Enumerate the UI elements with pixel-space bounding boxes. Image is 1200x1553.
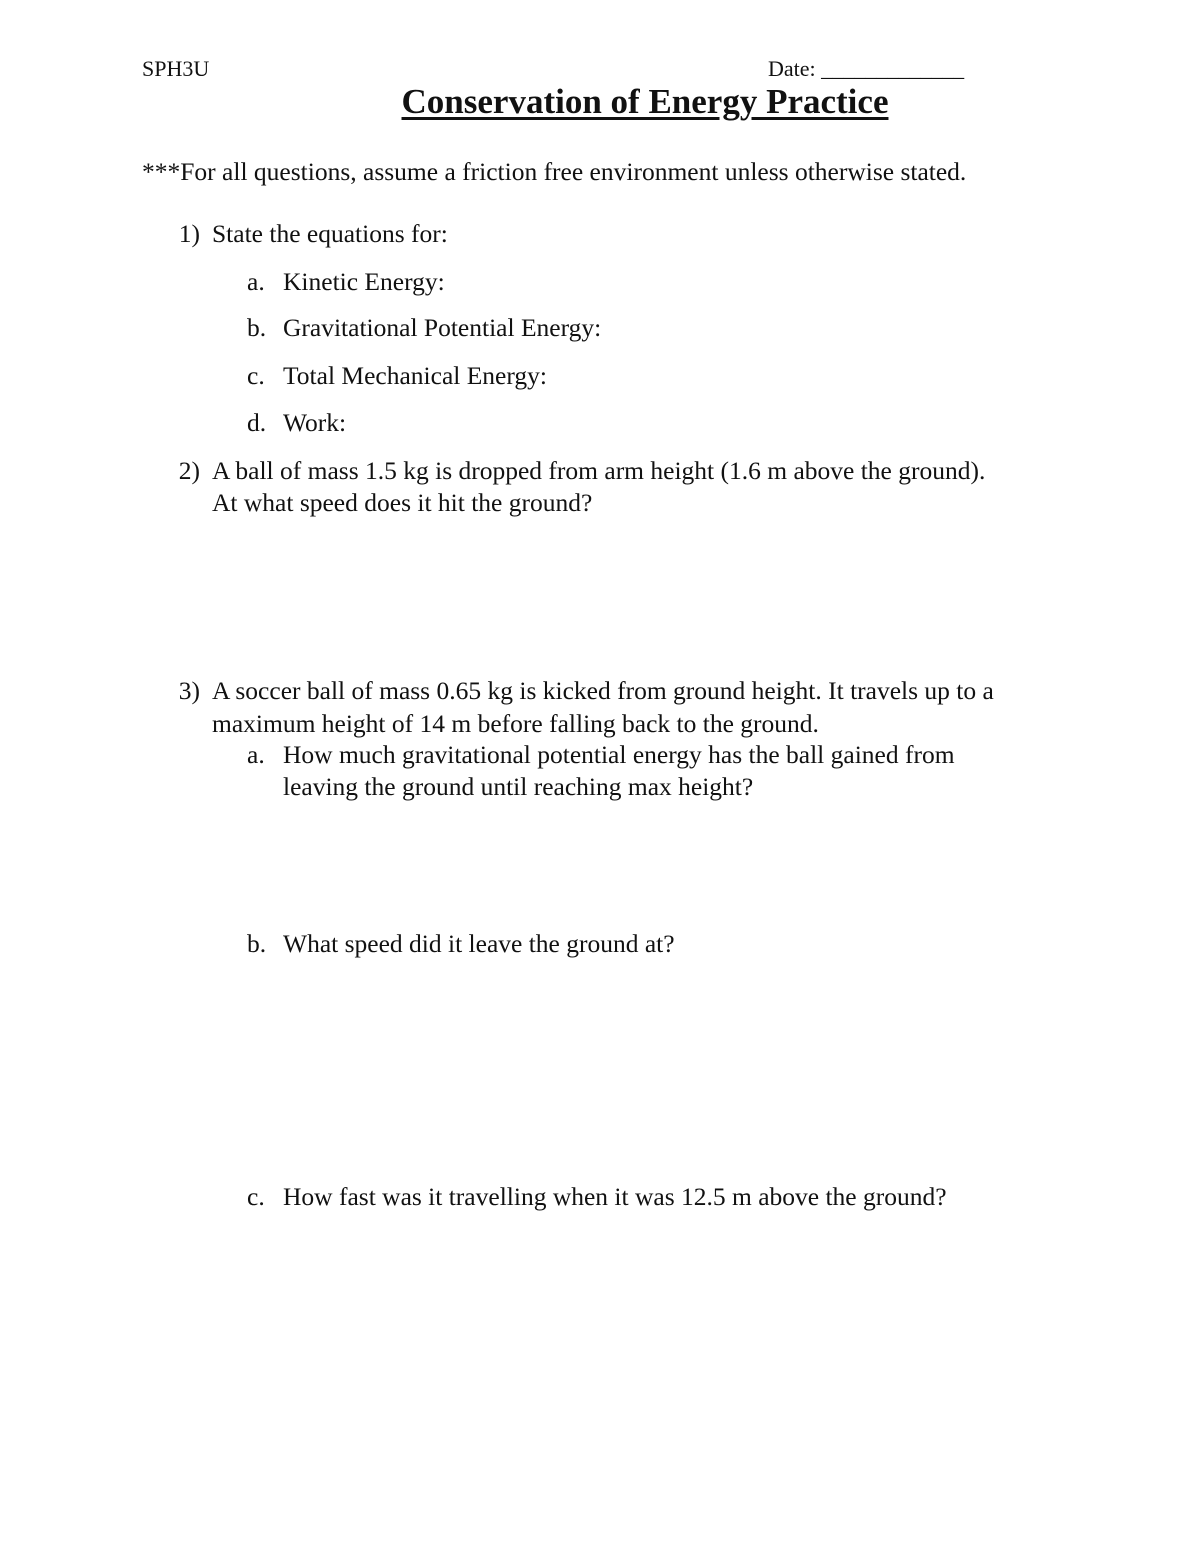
- question-1c-text: Total Mechanical Energy:: [283, 361, 547, 390]
- instruction-text: ***For all questions, assume a friction free environment unless otherwise stated.: [142, 157, 967, 186]
- question-1a-text: Kinetic Energy:: [283, 267, 445, 296]
- question-1-number: 1): [178, 219, 200, 248]
- question-3c-letter: c.: [247, 1182, 265, 1211]
- question-1-text: State the equations for:: [212, 219, 448, 248]
- question-3-text-line-2: maximum height of 14 m before falling back to the ground.: [212, 709, 819, 738]
- question-1a-letter: a.: [247, 267, 265, 296]
- question-3b-text: What speed did it leave the ground at?: [283, 929, 675, 958]
- question-3a-text-line-1: How much gravitational potential energy has the ball gained from: [283, 740, 955, 769]
- course-code: SPH3U: [142, 56, 210, 81]
- question-1d-text: Work:: [283, 408, 347, 437]
- question-1c-letter: c.: [247, 361, 265, 390]
- question-3c-text: How fast was it travelling when it was 12.5 m above the ground?: [283, 1182, 947, 1211]
- question-3-number: 3): [178, 676, 200, 705]
- question-2-number: 2): [178, 456, 200, 485]
- page-title: Conservation of Energy Practice: [401, 82, 889, 121]
- question-2-text-line-1: A ball of mass 1.5 kg is dropped from arm height (1.6 m above the ground).: [212, 456, 986, 485]
- question-2-text-line-2: At what speed does it hit the ground?: [212, 488, 593, 517]
- date-field: Date: _____________: [768, 56, 965, 81]
- question-3b-letter: b.: [247, 929, 267, 958]
- question-3a-text-line-2: leaving the ground until reaching max height?: [283, 772, 754, 801]
- question-3-text-line-1: A soccer ball of mass 0.65 kg is kicked from ground height. It travels up to a: [212, 676, 994, 705]
- question-1d-letter: d.: [247, 408, 267, 437]
- question-1b-text: Gravitational Potential Energy:: [283, 313, 602, 342]
- question-3a-letter: a.: [247, 740, 265, 769]
- question-1b-letter: b.: [247, 313, 267, 342]
